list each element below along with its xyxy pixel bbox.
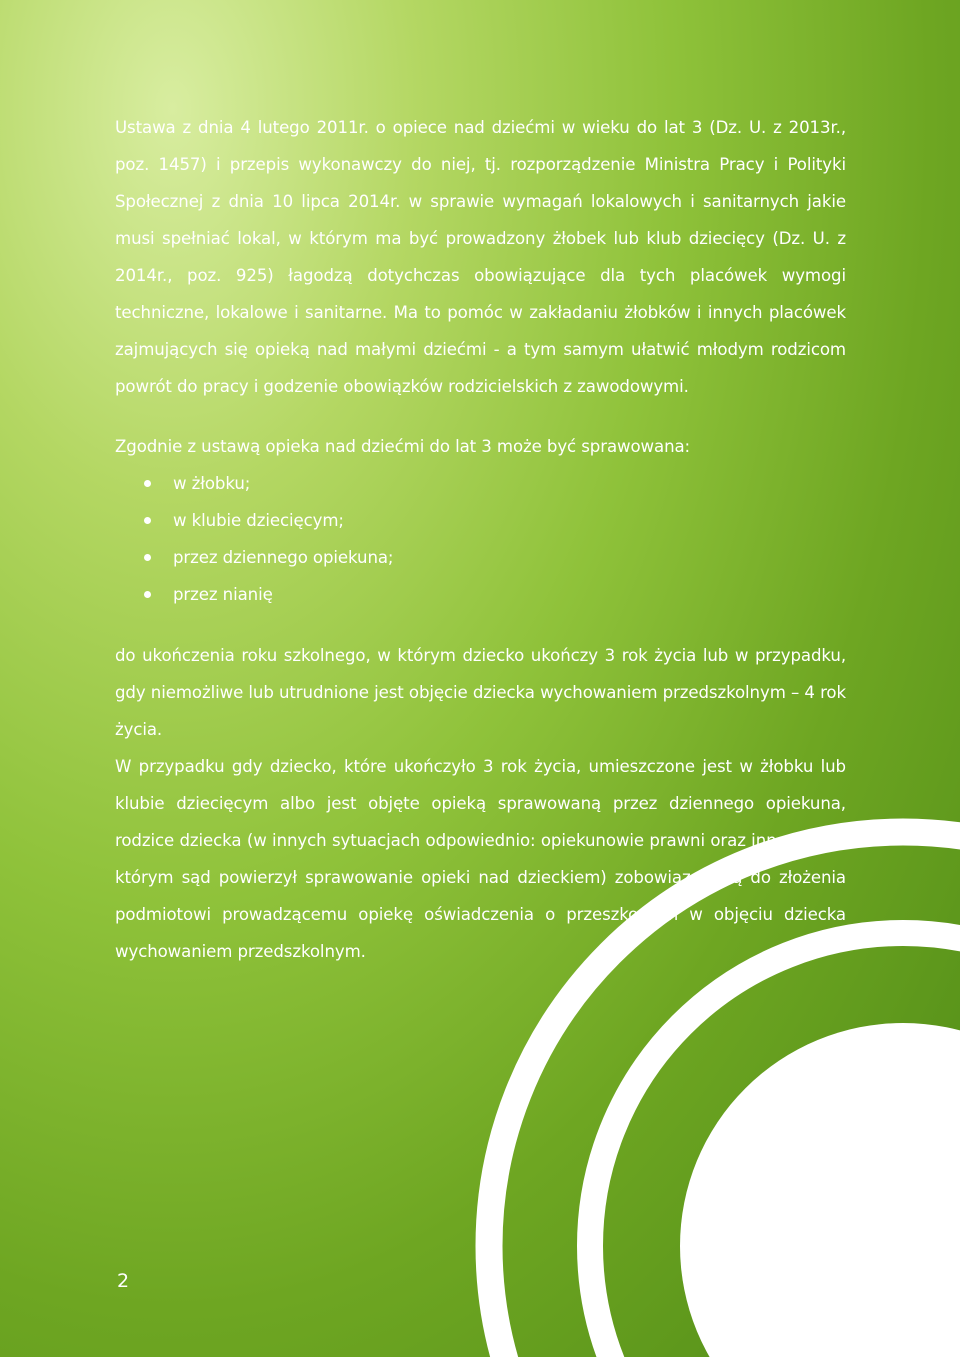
list-item (115, 539, 846, 576)
bullet-icon (144, 480, 151, 487)
bullet-icon (144, 591, 151, 598)
document-body (115, 109, 846, 970)
list-item (115, 502, 846, 539)
care-forms-list (115, 465, 846, 613)
list-item (115, 576, 846, 613)
bullet-icon (144, 554, 151, 561)
page-number: 2 (117, 1270, 130, 1292)
list-item-text: w żłobku; (173, 474, 251, 493)
list-item-text: przez nianię (173, 585, 273, 604)
intro-paragraph: Ustawa z dnia 4 lutego 2011r. o opiece nad dziećmi w wieku do lat 3 (Dz. U. z 2013r., poz. 1457) i przepis wykonawczy do niej, tj. rozporządzenie Ministra Pracy i Polityki Społecznej z dnia 10 lipca 2014r. w sprawie wymagań lokalowych i sanitarnych jakie musi spełniać lokal, w którym ma być prowadzony żłobek lub klub dziecięcy (Dz. U. z 2014r., poz. 925) łagodzą dotychczas obowiązujące dla tych placówek wymogi techniczne, lokalowe i sanitarne. Ma to pomóc w zakładaniu żłobków i innych placówek zajmujących się opieką nad małymi dziećmi - a tym samym ułatwić młodym rodzicom powrót do pracy i godzenie obowiązków rodzicielskich z zawodowymi. (115, 118, 846, 396)
middle-ring (590, 933, 960, 1357)
list-item-text: przez dziennego opiekuna; (173, 548, 394, 567)
inner-disc (680, 1023, 960, 1357)
list-item (115, 465, 846, 502)
list-item-text: w klubie dziecięcym; (173, 511, 344, 530)
age-limit-paragraph: do ukończenia roku szkolnego, w którym dziecko ukończy 3 rok życia lub w przypadku, gdy niemożliwe lub utrudnione jest objęcie dziecka wychowaniem przedszkolnym – 4 rok życia. (115, 646, 846, 739)
bullet-icon (144, 517, 151, 524)
declaration-paragraph: W przypadku gdy dziecko, które ukończyło 3 rok życia, umieszczone jest w żłobku lub klubie dziecięcym albo jest objęte opieką sprawowaną przez dziennego opiekuna, rodzice dziecka (w innych sytuacjach odpowiednio: opiekunowie prawni oraz inne osoby, którym sąd powierzył sprawowanie opieki nad dzieckiem) zobowiązani są do złożenia podmiotowi prowadzącemu opiekę oświadczenia o przeszkodach w objęciu dziecka wychowaniem przedszkolnym. (115, 757, 846, 961)
care-forms-intro: Zgodnie z ustawą opieka nad dziećmi do lat 3 może być sprawowana: (115, 437, 691, 456)
